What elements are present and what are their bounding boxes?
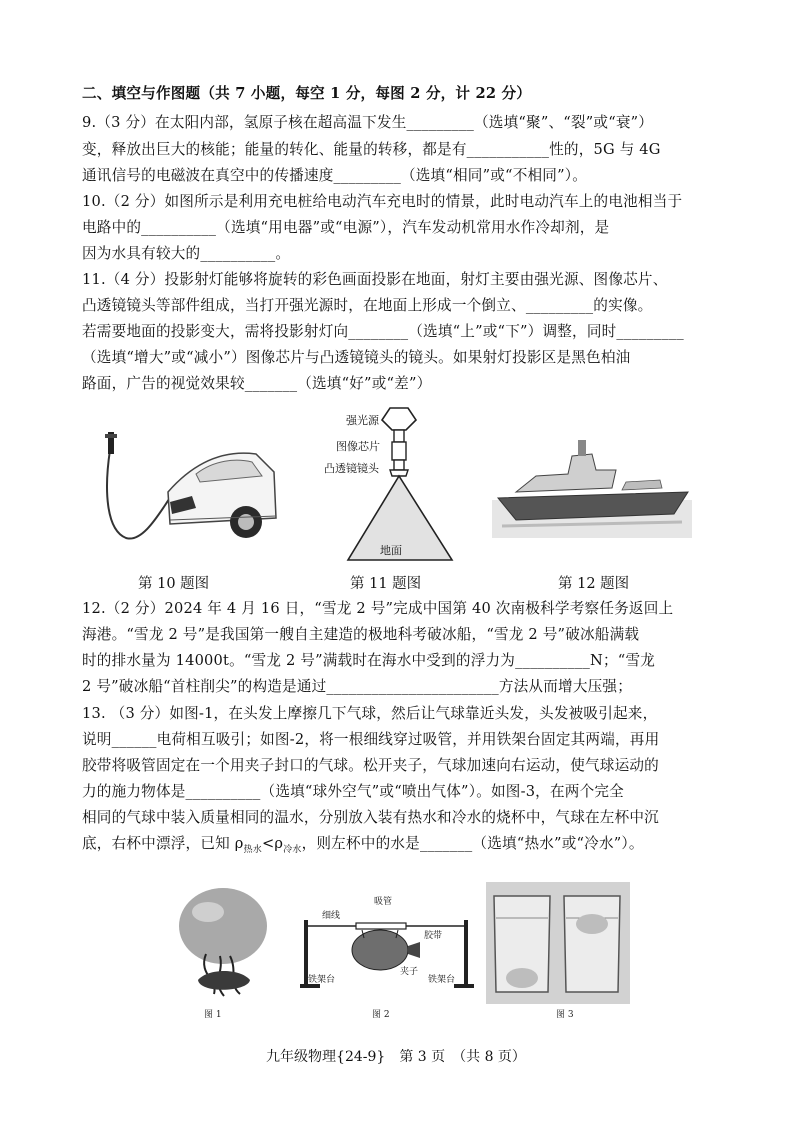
label-straw: 吸管 — [374, 897, 393, 907]
q12-line1: 12.（2 分）2024 年 4 月 16 日，“雪龙 2 号”完成中国第 40 次南极科学考察任务返回上 — [82, 600, 674, 617]
figure-10-caption: 第 10 题图 — [138, 576, 210, 592]
figure-13-3-caption: 图 3 — [556, 1010, 574, 1020]
q11-line4: （选填“增大”或“减小”）图像芯片与凸透镜镜头的镜头。如果射灯投影区是黑色柏油 — [82, 349, 631, 366]
q13-line1: 13. （3 分）如图-1，在头发上摩擦几下气球，然后让气球靠近头发，头发被吸引起来， — [82, 705, 658, 722]
q10-line2: 电路中的__________（选填“用电器”或“电源”），汽车发动机常用水作冷却剂，是 — [82, 219, 610, 236]
q10-line1: 10.（2 分）如图所示是利用充电桩给电动汽车充电时的情景，此时电动汽车上的电池相当于 — [82, 193, 683, 210]
label-image-chip: 图像芯片 — [336, 440, 380, 453]
q13-line5: 相同的气球中装入质量相同的温水，分别放入装有热水和冷水的烧杯中，气球在左杯中沉 — [82, 809, 659, 826]
section-heading: 二、填空与作图题（共 7 小题，每空 1 分，每图 2 分，计 22 分） — [82, 85, 532, 102]
label-clip: 夹子 — [400, 967, 419, 977]
page-footer: 九年级物理{24-9} 第 3 页 （共 8 页） — [266, 1049, 526, 1065]
label-ground: 地面 — [380, 544, 402, 557]
label-iron-stand-left: 铁架台 — [308, 975, 336, 985]
q11-line5: 路面，广告的视觉效果较_______（选填“好”或“差”） — [82, 375, 432, 392]
ev-charging-figure — [96, 420, 286, 560]
icebreaker-figure — [492, 430, 692, 540]
beakers-figure — [486, 882, 630, 1004]
label-strong-light-source: 强光源 — [346, 414, 379, 427]
q13-line6-e: ，则左杯中的水是_______（选填“热水”或“冷水”）。 — [301, 835, 644, 852]
label-tape: 胶带 — [424, 931, 443, 941]
figure-13-2-caption: 图 2 — [372, 1010, 390, 1020]
q13-line6 — [82, 834, 644, 860]
q12-line3: 时的排水量为 14000t。“雪龙 2 号”满载时在海水中受到的浮力为__________N；“雪龙 — [82, 652, 656, 669]
q13-line6-a: 底，右杯中漂浮，已知 ρ — [82, 835, 244, 852]
q9-line2: 变，释放出巨大的核能；能量的转化、能量的转移，都是有___________性的，5G 与 4G — [82, 141, 661, 158]
q13-line3: 胶带将吸管固定在一个用夹子封口的气球。松开夹子，气球加速向右运动，使气球运动的 — [82, 757, 659, 774]
projector-figure — [312, 402, 462, 566]
q12-line2: 海港。“雪龙 2 号”是我国第一艘自主建造的极地科考破冰船，“雪龙 2 号”破冰船满载 — [82, 626, 640, 643]
q13-line2: 说明______电荷相互吸引；如图-2，将一根细线穿过吸管，并用铁架台固定其两端，再用 — [82, 731, 660, 748]
q12-line4: 2 号”破冰船“首柱削尖”的构造是通过_______________________方法从而增大压强； — [82, 678, 632, 695]
q10-line3: 因为水具有较大的__________。 — [82, 245, 291, 262]
q11-line3: 若需要地面的投影变大，需将投影射灯向________（选填“上”或“下”）调整，同时_________ — [82, 323, 684, 340]
hot-water-subscript: 热水 — [243, 844, 262, 855]
label-convex-lens: 凸透镜镜头 — [324, 462, 379, 475]
q11-line1: 11.（4 分）投影射灯能够将旋转的彩色画面投影在地面，射灯主要由强光源、图像芯片、 — [82, 271, 668, 288]
q9-line1: 9.（3 分）在太阳内部，氢原子核在超高温下发生_________（选填“聚”、“裂”或“衰”） — [82, 114, 654, 131]
figure-11-caption: 第 11 题图 — [350, 576, 422, 592]
q11-line2: 凸透镜镜头等部件组成，当打开强光源时，在地面上形成一个倒立、_________的实像。 — [82, 297, 653, 314]
balloon-hair-figure — [168, 884, 278, 1002]
q9-line3: 通讯信号的电磁波在真空中的传播速度_________（选填“相同”或“不相同”）。 — [82, 167, 588, 184]
label-thread: 细线 — [322, 911, 341, 921]
q13-line4: 力的施力物体是__________（选填“球外空气”或“喷出气体”）。如图-3，在两个完全 — [82, 783, 624, 800]
label-iron-stand-right: 铁架台 — [428, 975, 456, 985]
figure-13-1-caption: 图 1 — [204, 1010, 222, 1020]
balloon-rocket-figure — [300, 890, 474, 1002]
cold-water-subscript: 冷水 — [283, 844, 302, 855]
q13-line6-c: <ρ — [261, 835, 284, 852]
figure-12-caption: 第 12 题图 — [558, 576, 630, 592]
